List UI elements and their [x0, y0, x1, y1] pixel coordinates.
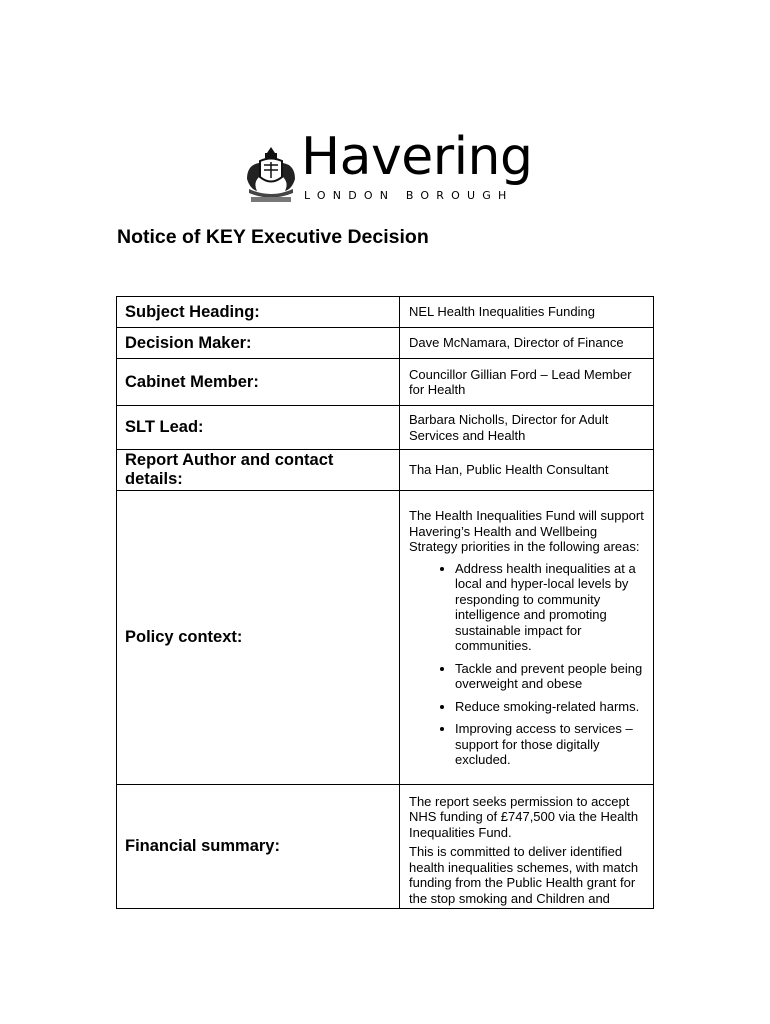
table-row — [117, 297, 654, 328]
brand-subtitle: LONDON BOROUGH — [304, 189, 514, 202]
list-item: • Address health inequalities at a local and hyper-local levels by responding to community intelligence and promoting sustainable impact for communities. — [455, 561, 645, 654]
slt-lead-label: SLT Lead: — [117, 406, 400, 450]
financial-para-1: The report seeks permission to accept NHS funding of £747,500 via the Health Inequalities Fund. — [409, 793, 639, 840]
financial-summary-value — [400, 785, 654, 909]
decision-maker-label: Decision Maker: — [117, 328, 400, 359]
policy-areas-list — [409, 561, 645, 768]
report-author-value: Tha Han, Public Health Consultant — [400, 450, 654, 491]
table-row — [117, 450, 654, 491]
brand-name: Havering — [301, 127, 533, 187]
financial-summary-label: Financial summary: — [117, 785, 400, 909]
table-row — [117, 491, 654, 785]
cabinet-member-value: Councillor Gillian Ford – Lead Member for Health — [400, 359, 654, 406]
borough-crest-icon — [243, 143, 299, 205]
decision-maker-value: Dave McNamara, Director of Finance — [400, 328, 654, 359]
list-item: • Tackle and prevent people being overweight and obese — [455, 661, 645, 692]
list-item: • Improving access to services – support for those digitally excluded. — [455, 721, 645, 768]
table-row — [117, 406, 654, 450]
cabinet-member-label: Cabinet Member: — [117, 359, 400, 406]
policy-intro: The Health Inequalities Fund will support Havering’s Health and Wellbeing Strategy priorities in the following areas: — [409, 508, 644, 555]
policy-context-label: Policy context: — [117, 491, 400, 785]
subject-heading-label: Subject Heading: — [117, 297, 400, 328]
list-item: • Reduce smoking-related harms. — [455, 699, 645, 715]
table-row — [117, 328, 654, 359]
table-row — [117, 785, 654, 909]
subject-heading-value: NEL Health Inequalities Funding — [400, 297, 654, 328]
page-title: Notice of KEY Executive Decision — [117, 226, 429, 248]
havering-logo — [243, 127, 533, 209]
table-row — [117, 359, 654, 406]
report-author-label: Report Author and contact details: — [117, 450, 400, 491]
policy-context-value — [400, 491, 654, 785]
slt-lead-value: Barbara Nicholls, Director for Adult Services and Health — [400, 406, 654, 450]
decision-table — [116, 296, 654, 909]
financial-para-2: This is committed to deliver identified health inequalities schemes, with match funding from the Public Health grant for the stop smoking and Children and — [409, 844, 639, 906]
